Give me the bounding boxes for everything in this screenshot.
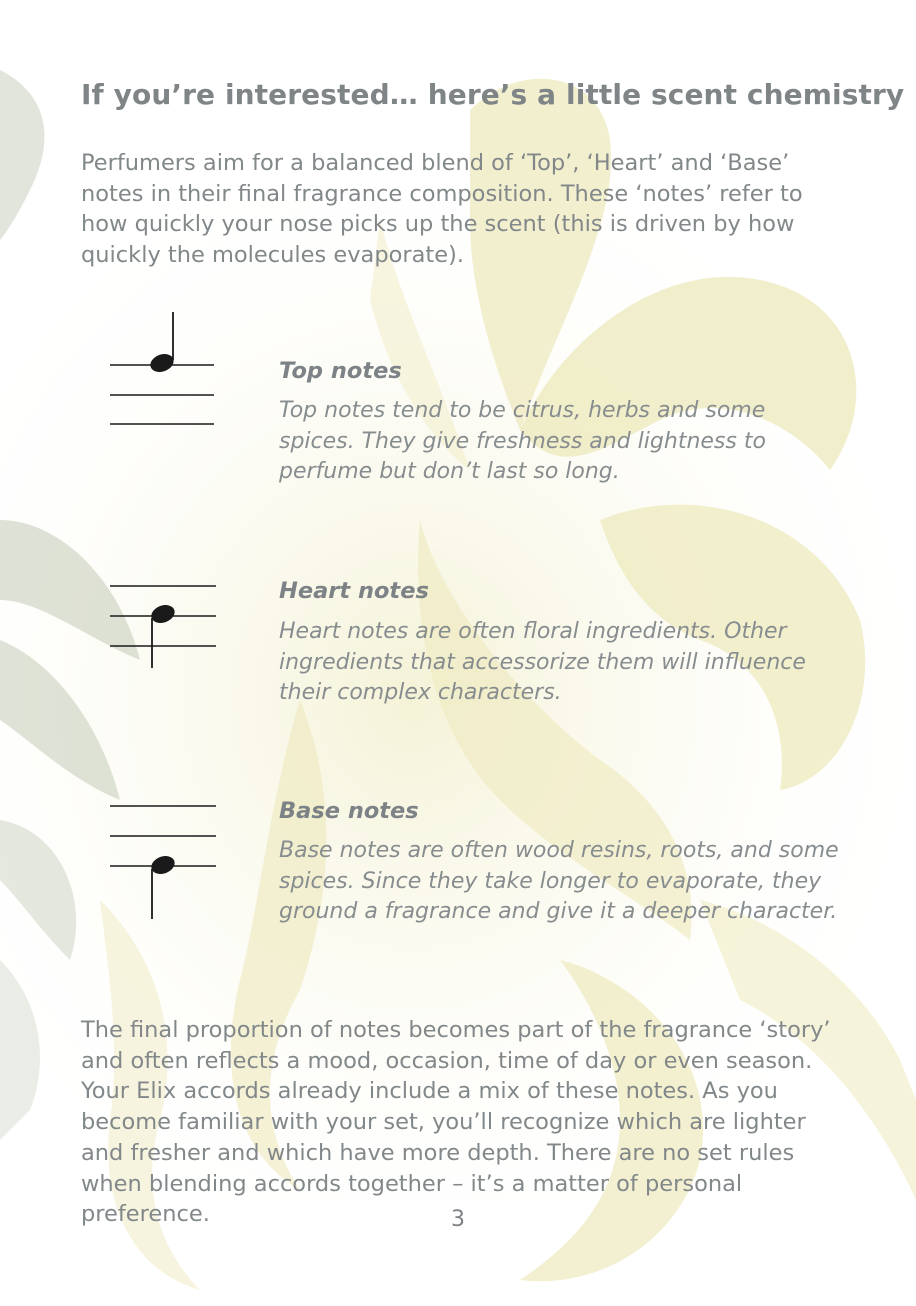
- music-note-base-icon: [104, 798, 220, 922]
- base-notes-title: Base notes: [279, 798, 419, 824]
- page-number: 3: [451, 1207, 465, 1232]
- top-notes-description: Top notes tend to be citrus, herbs and some spices. They give freshness and lightness to perfume but don’t last so long.: [279, 398, 766, 484]
- music-note-heart-icon: [104, 578, 220, 674]
- music-note-top-icon: [104, 308, 220, 432]
- page-title: If you’re interested… here’s a little scent chemistry: [81, 78, 905, 111]
- heart-notes-title: Heart notes: [279, 578, 429, 604]
- intro-paragraph: Perfumers aim for a balanced blend of ‘Top’, ‘Heart’ and ‘Base’ notes in their final fragrance composition. These ‘notes’ refer to how quickly your nose picks up the scent (this is driven by how quickly the molecules evaporate).: [81, 150, 803, 269]
- closing-paragraph: The final proportion of notes becomes part of the fragrance ‘story’ and often reflects a mood, occasion, time of day or even season. Your Elix accords already include a mix of these notes. As you become familiar with your set, you’ll recognize which are lighter and fresher and which have more depth. There are no set rules when blending accords together – it’s a matter of personal preference.: [81, 1017, 831, 1228]
- base-notes-description: Base notes are often wood resins, roots, and some spices. Since they take longer to evaporate, they ground a fragrance and give it a deeper character.: [279, 838, 839, 924]
- heart-notes-description: Heart notes are often floral ingredients. Other ingredients that accessorize them will influence their complex characters.: [279, 619, 806, 705]
- top-notes-title: Top notes: [279, 358, 402, 384]
